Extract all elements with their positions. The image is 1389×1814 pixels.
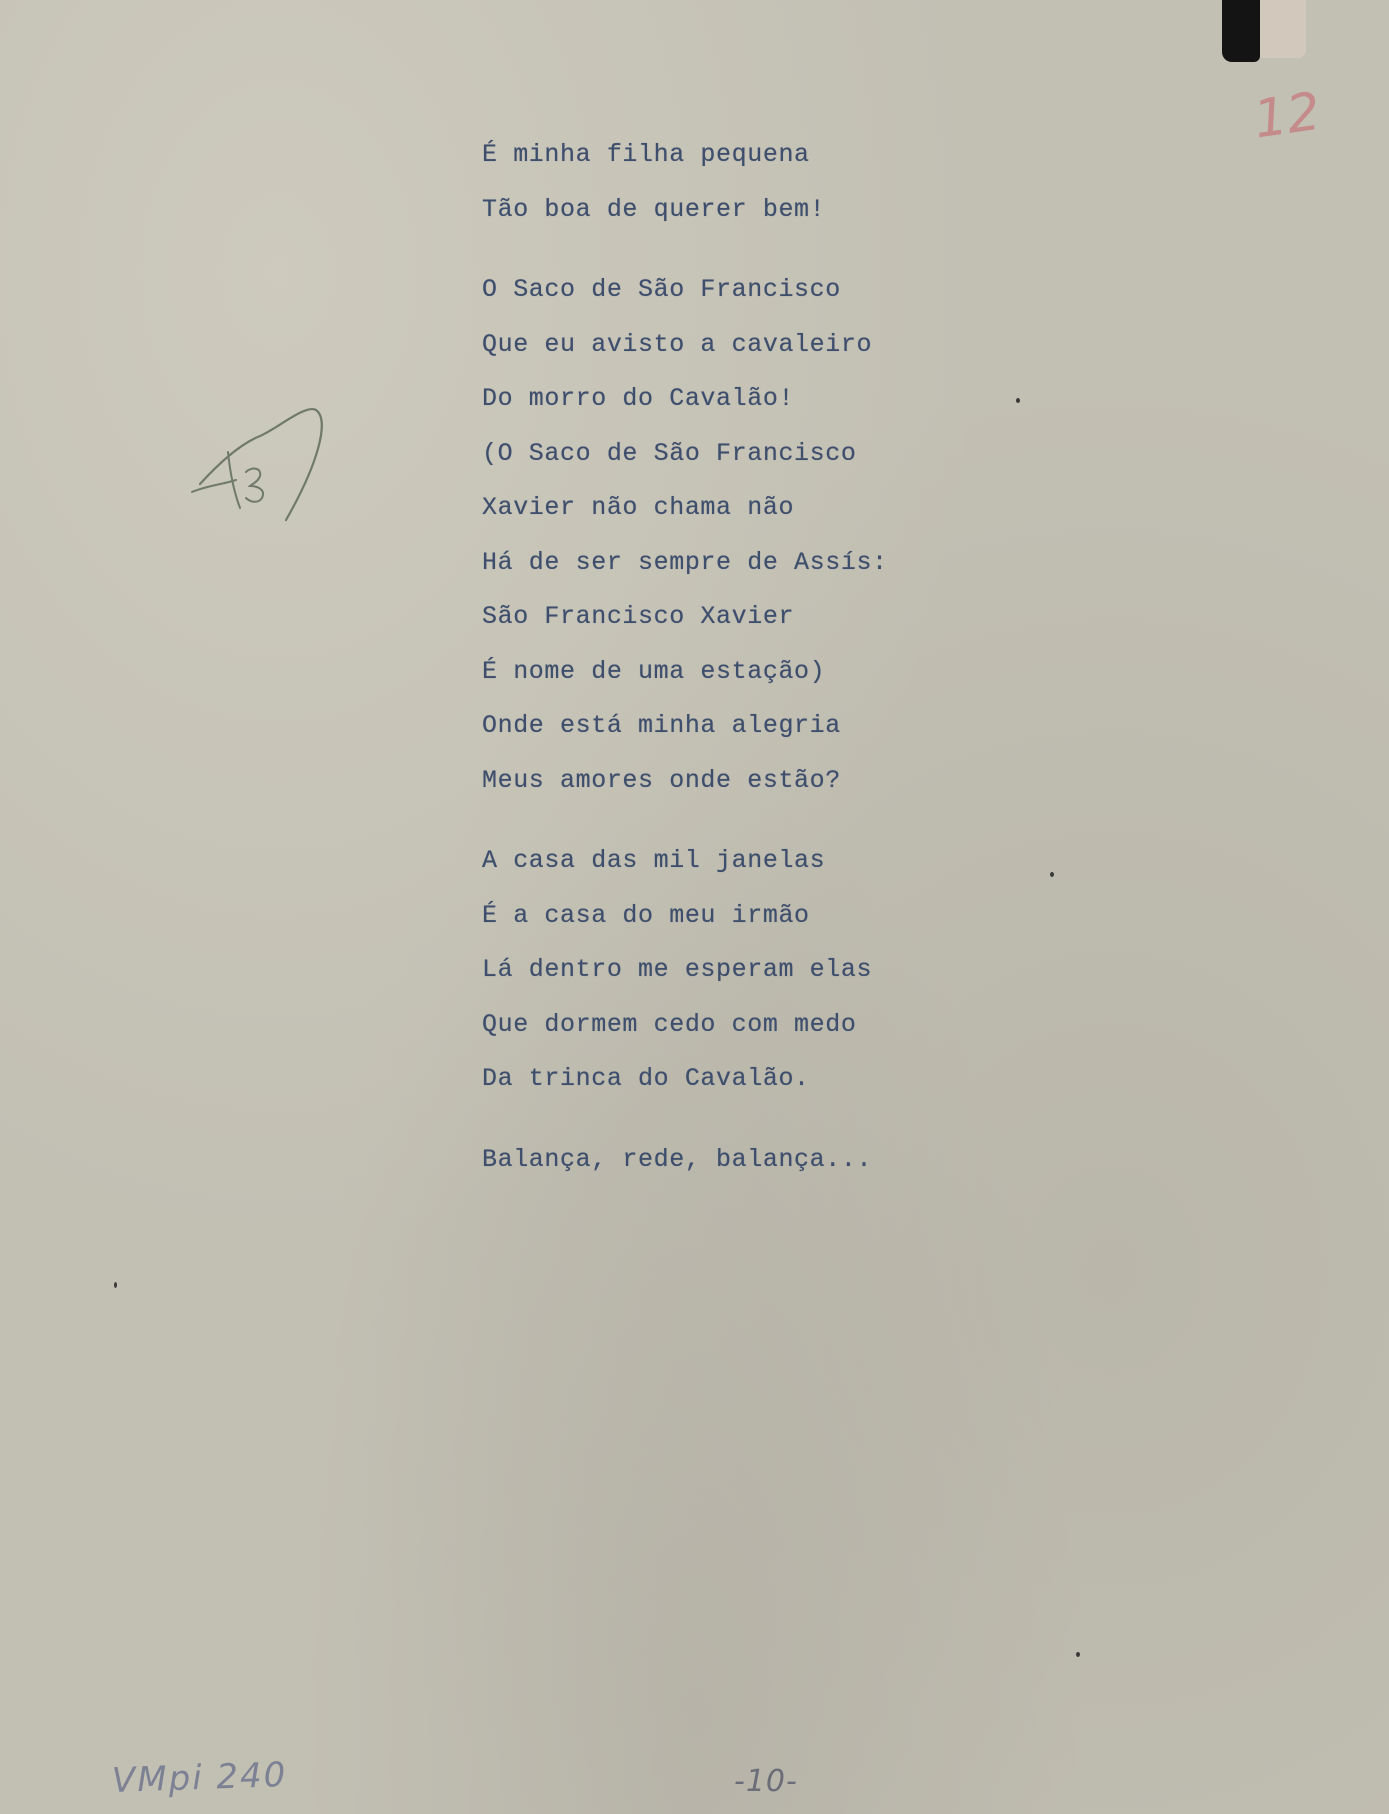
archive-reference: VMpi 240 (111, 1754, 288, 1802)
poem-line: Lá dentro me esperam elas (482, 955, 873, 984)
poem-line: Da trinca do Cavalão. (482, 1064, 810, 1093)
poem-line: É a casa do meu irmão (482, 900, 810, 930)
poem-line: Meus amores onde estão? (482, 765, 841, 795)
stanza (482, 128, 1042, 237)
poem-line: São Francisco Xavier (482, 602, 795, 631)
pencil-circle-mark (180, 392, 330, 542)
page-number: -10- (734, 1764, 798, 1799)
paper-speck (114, 1282, 117, 1288)
paper-speck (1050, 872, 1054, 877)
poem-line: Que dormem cedo com medo (482, 1009, 857, 1039)
poem-line: Do morro do Cavalão! (482, 384, 795, 413)
stanza (482, 1133, 1042, 1188)
poem-line: É minha filha pequena (482, 140, 810, 169)
poem-line: O Saco de São Francisco (482, 275, 841, 304)
poem-line: Há de ser sempre de Assís: (482, 547, 888, 577)
poem-line: Xavier não chama não (482, 493, 795, 522)
poem-line: A casa das mil janelas (482, 846, 826, 875)
paper-speck (1016, 398, 1020, 403)
poem-line: Tão boa de querer bem! (482, 194, 826, 224)
paper-tab-shadow (1258, 0, 1306, 58)
folio-number: 12 (1250, 81, 1325, 151)
poem-line: É nome de uma estação) (482, 656, 826, 686)
poem-line: Balança, rede, balança... (482, 1144, 873, 1174)
poem-text (482, 128, 1042, 1213)
paper-speck (1076, 1652, 1080, 1657)
poem-line: (O Saco de São Francisco (482, 438, 857, 468)
poem-line: Onde está minha alegria (482, 711, 841, 740)
stanza (482, 263, 1042, 808)
stanza (482, 834, 1042, 1107)
black-tab-mark (1222, 0, 1260, 62)
poem-line: Que eu avisto a cavaleiro (482, 329, 873, 359)
